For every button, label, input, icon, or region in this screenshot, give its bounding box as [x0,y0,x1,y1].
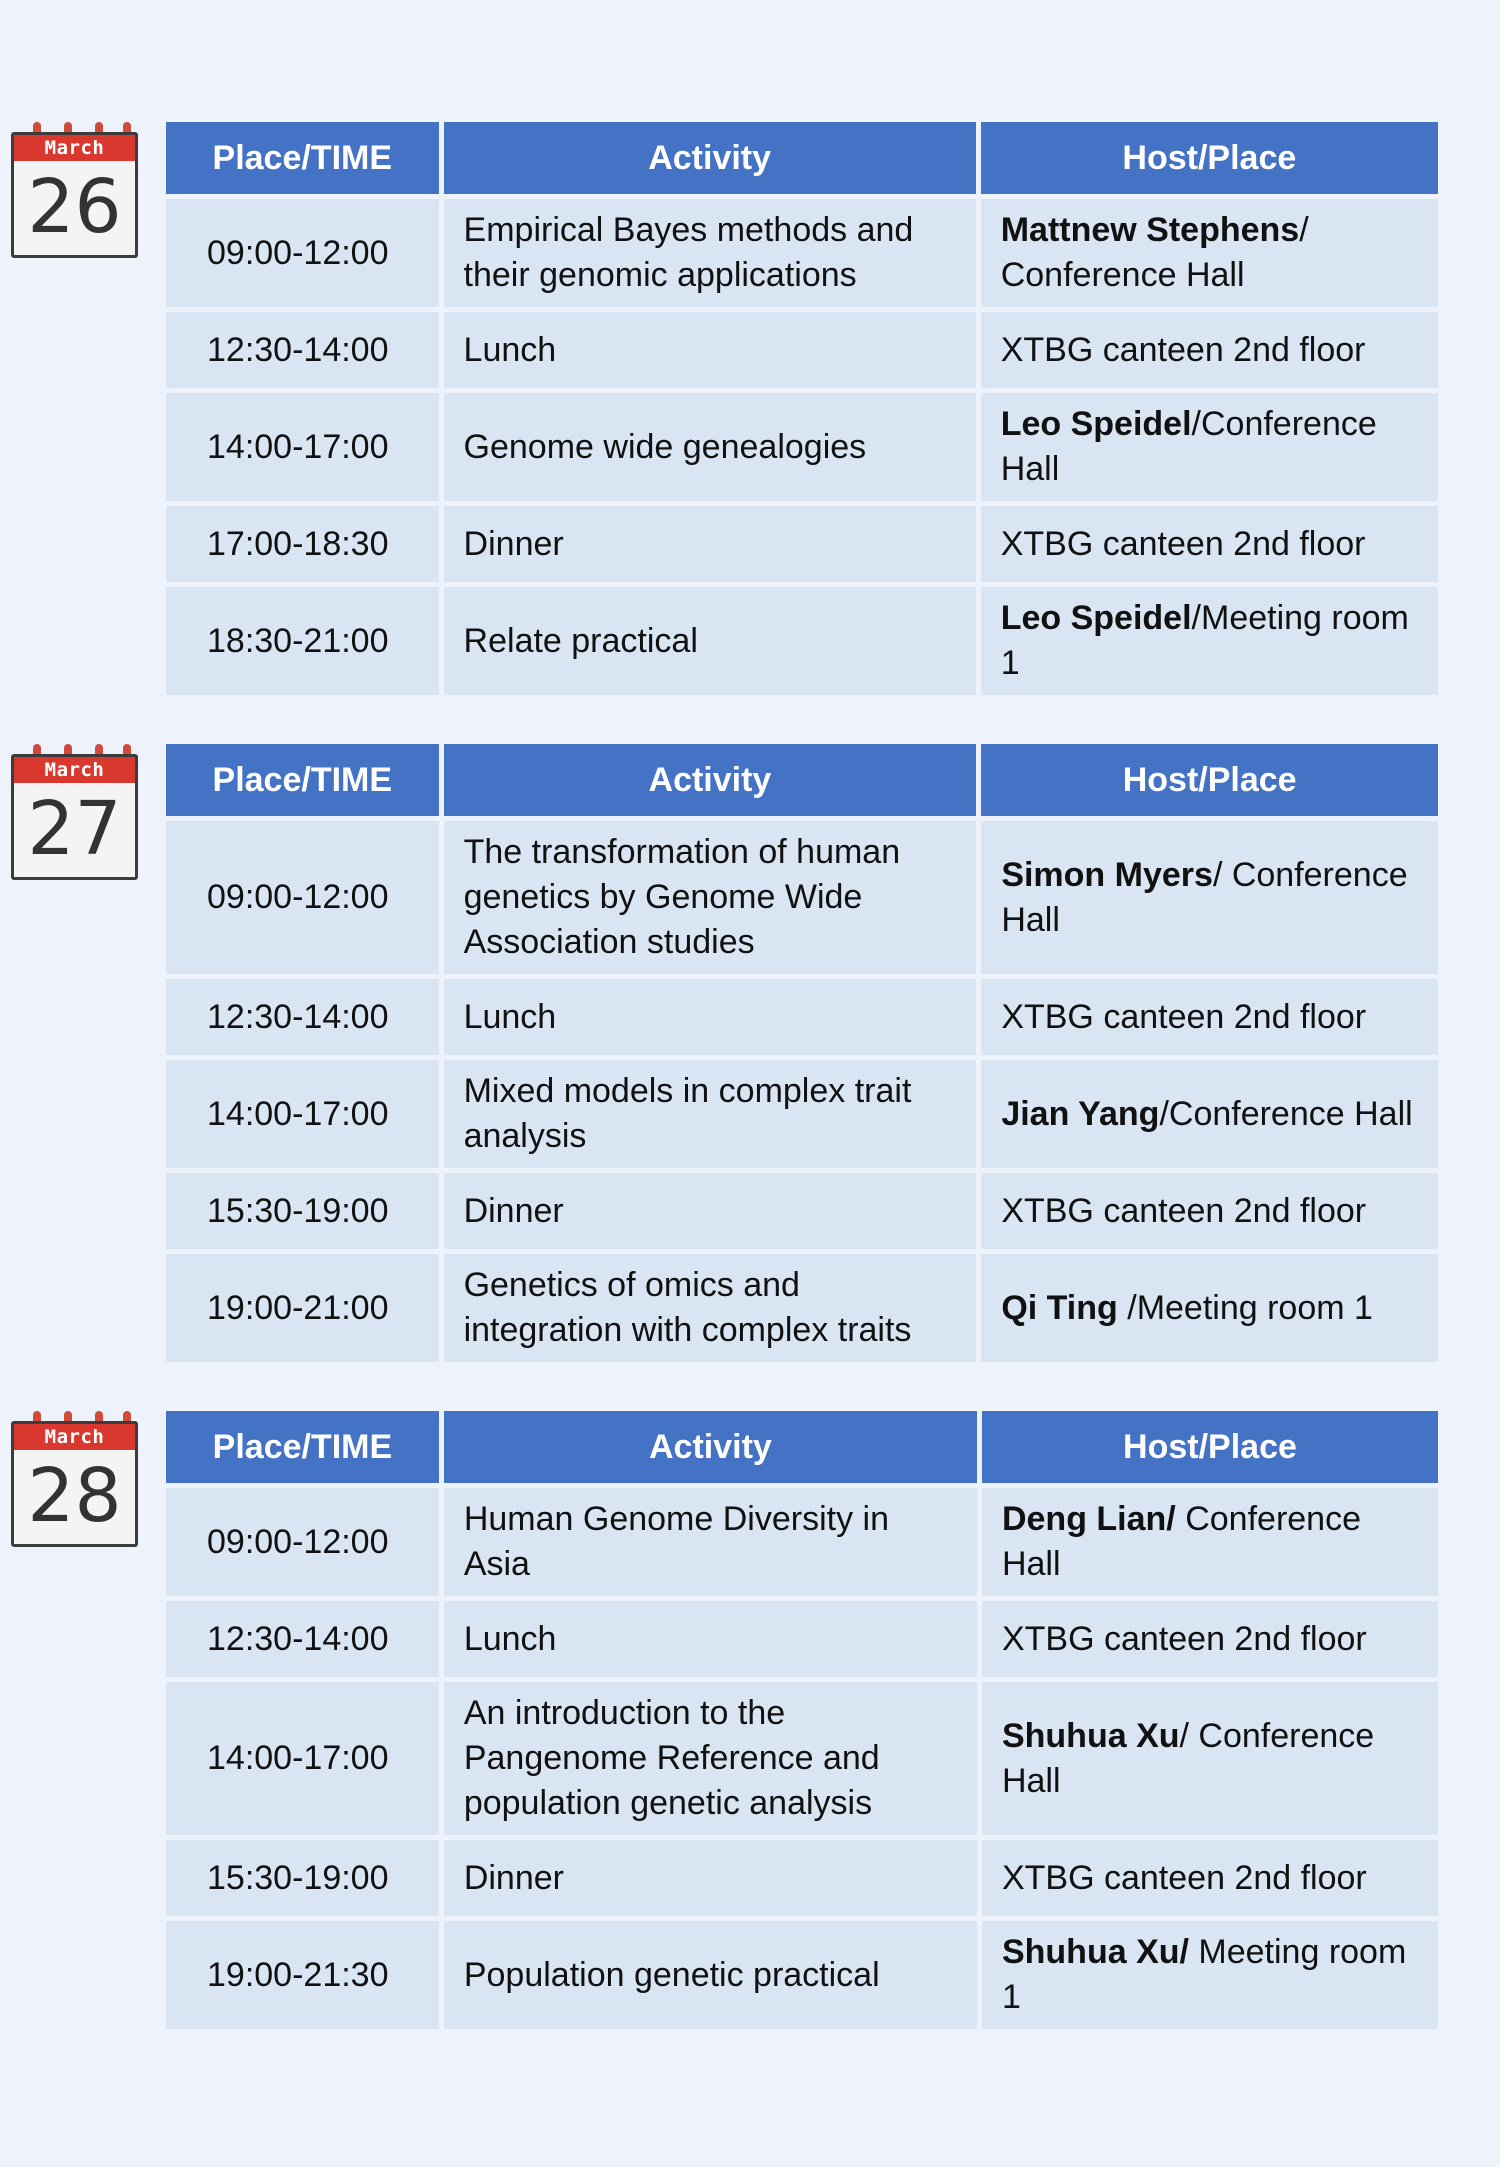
host-name: Simon Myers [1001,855,1213,894]
calendar-date: 27 [27,786,122,872]
table-row [166,979,1438,1055]
host-cell [981,1173,1438,1249]
table-row [166,199,1438,307]
host-cell [981,1254,1438,1362]
schedule-table [161,1406,1443,2034]
header-host: Host/Place [981,122,1438,194]
host-cell [982,1840,1438,1916]
place-text: XTBG canteen 2nd floor [1000,524,1366,563]
table-row [166,312,1438,388]
time-cell: 15:30-19:00 [166,1840,439,1916]
time-cell: 12:30-14:00 [166,1601,439,1677]
time-cell: 12:30-14:00 [166,979,439,1055]
place-text: / Conference Hall [1001,855,1408,939]
calendar-icon [11,122,138,256]
schedule-table [161,117,1443,700]
activity-cell: Dinner [444,1173,977,1249]
host-cell [982,1601,1438,1677]
table-row [166,1254,1438,1362]
host-name: Leo Speidel [1000,405,1192,443]
calendar-icon [11,744,138,878]
host-name: Mattnew Stephens [1000,211,1300,249]
host-cell [982,1921,1438,2029]
host-name: Leo Speidel [1000,599,1192,637]
place-text: Conference Hall [1001,1500,1361,1583]
table-row [166,506,1438,582]
activity-cell: Empirical Bayes methods and their genomic applications [444,199,976,307]
activity-cell: Dinner [444,1840,977,1916]
table-row [166,1601,1438,1677]
activity-cell: Lunch [444,1601,977,1677]
place-text: /Meeting room 1 [1000,599,1409,682]
place-text: XTBG canteen 2nd floor [1001,1858,1367,1897]
activity-cell: Population genetic practical [444,1921,977,2029]
activity-cell: The transformation of human genetics by Genome Wide Association studies [444,821,977,974]
activity-cell: Genetics of omics and integration with complex traits [444,1254,977,1362]
table-row [166,821,1438,974]
table-row [166,1060,1438,1168]
table-row [166,393,1438,501]
host-name: Shuhua Xu/ [1001,1933,1189,1971]
table-row [166,1840,1438,1916]
calendar-date: 28 [27,1453,122,1539]
activity-cell: Mixed models in complex trait analysis [444,1060,977,1168]
time-cell: 19:00-21:00 [166,1254,439,1362]
time-cell: 14:00-17:00 [166,1682,439,1835]
calendar-date: 26 [27,164,122,250]
place-text: XTBG canteen 2nd floor [1001,1619,1367,1658]
calendar-icon [11,1411,138,1545]
calendar-month: March [14,135,135,161]
host-cell [981,979,1438,1055]
activity-cell: Lunch [444,312,976,388]
header-time: Place/TIME [166,744,439,816]
time-cell: 19:00-21:30 [166,1921,439,2029]
place-text: /Conference Hall [1159,1094,1413,1133]
host-cell [981,587,1438,695]
header-time: Place/TIME [166,122,439,194]
time-cell: 17:00-18:30 [166,506,439,582]
place-text: Meeting room 1 [1001,1933,1407,2016]
host-cell [981,393,1438,501]
time-cell: 15:30-19:00 [166,1173,439,1249]
table-row [166,1921,1438,2029]
time-cell: 14:00-17:00 [166,393,439,501]
activity-cell: Dinner [444,506,976,582]
place-text: / Conference Hall [1001,1716,1375,1800]
calendar-month: March [14,757,135,783]
place-text: / Conference Hall [1000,211,1309,294]
host-cell [981,506,1438,582]
host-cell [981,312,1438,388]
place-text: /Conference Hall [1000,405,1377,488]
table-row [166,1682,1438,1835]
host-cell [981,1060,1438,1168]
time-cell: 09:00-12:00 [166,821,439,974]
table-row [166,1488,1438,1596]
place-text: XTBG canteen 2nd floor [1001,997,1367,1036]
place-text: /Meeting room 1 [1117,1288,1373,1327]
host-name: Deng Lian/ [1001,1500,1176,1538]
activity-cell: Genome wide genealogies [444,393,976,501]
activity-cell: An introduction to the Pangenome Reference and population genetic analysis [444,1682,977,1835]
time-cell: 09:00-12:00 [166,199,439,307]
activity-cell: Human Genome Diversity in Asia [444,1488,977,1596]
table-row [166,587,1438,695]
header-activity: Activity [444,1411,977,1483]
table-row [166,1173,1438,1249]
host-cell [981,821,1438,974]
header-time: Place/TIME [166,1411,439,1483]
host-name: Jian Yang [1001,1094,1160,1133]
place-text: XTBG canteen 2nd floor [1001,1191,1367,1230]
header-activity: Activity [444,122,976,194]
time-cell: 12:30-14:00 [166,312,439,388]
time-cell: 09:00-12:00 [166,1488,439,1596]
host-name: Shuhua Xu [1001,1716,1180,1755]
header-activity: Activity [444,744,977,816]
time-cell: 14:00-17:00 [166,1060,439,1168]
activity-cell: Relate practical [444,587,976,695]
host-cell [981,199,1438,307]
place-text: XTBG canteen 2nd floor [1000,330,1366,369]
time-cell: 18:30-21:00 [166,587,439,695]
calendar-month: March [14,1424,135,1450]
header-host: Host/Place [982,1411,1438,1483]
activity-cell: Lunch [444,979,977,1055]
host-name: Qi Ting [1001,1288,1118,1327]
host-cell [982,1488,1438,1596]
schedule-table [161,739,1443,1367]
header-host: Host/Place [981,744,1438,816]
host-cell [982,1682,1438,1835]
